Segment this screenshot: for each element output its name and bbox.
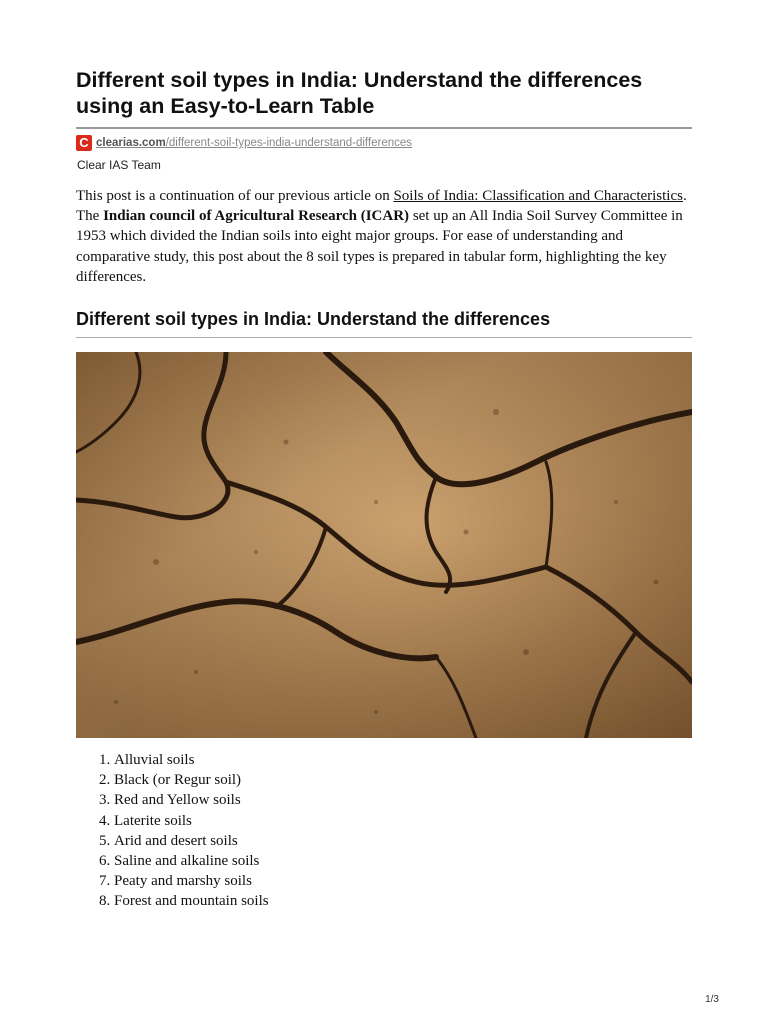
- page-number: 1/3: [705, 994, 719, 1005]
- source-host: clearias.com: [96, 137, 166, 149]
- source-path: /different-soil-types-india-understand-differences: [165, 137, 413, 149]
- source-row: [76, 134, 692, 152]
- cracked-soil-photo: [76, 352, 692, 738]
- article-page: [76, 0, 692, 912]
- source-link[interactable]: [96, 137, 412, 149]
- icar-bold: Indian council of Agricultural Research (ICAR): [103, 208, 410, 225]
- author: Clear IAS Team: [77, 158, 161, 172]
- intro-text-3: set up an All India Soil Survey Committee in 1953 which divided the Indian soils into eight major groups. For ease of understanding and comparative study, this post about the 8 soil types is prepared in tabular form, highlighting the key differences.: [76, 208, 683, 285]
- title-divider: [76, 127, 692, 129]
- intro-text-2: . The: [76, 188, 687, 225]
- list-item: 4. Laterite soils: [114, 811, 692, 831]
- clearias-logo-icon: C: [76, 135, 92, 151]
- section-divider: [76, 337, 692, 338]
- intro-text-1: This post is a continuation of our previous article on: [76, 188, 394, 204]
- intro-paragraph: [76, 186, 692, 287]
- soils-article-link[interactable]: Soils of India: Classification and Characteristics: [393, 188, 683, 204]
- soil-types-list: [76, 750, 692, 912]
- list-item: 1. Alluvial soils: [114, 750, 692, 770]
- list-item: 2. Black (or Regur soil): [114, 770, 692, 790]
- list-item: 3. Red and Yellow soils: [114, 790, 692, 810]
- list-item: 7. Peaty and marshy soils: [114, 871, 692, 891]
- list-item: 5. Arid and desert soils: [114, 831, 692, 851]
- section-heading: Different soil types in India: Understand the differences: [76, 309, 551, 330]
- list-item: 8. Forest and mountain soils: [114, 891, 692, 911]
- article-title: Different soil types in India: Understand the differences using an Easy-to-Learn Table: [76, 68, 643, 118]
- list-item: 6. Saline and alkaline soils: [114, 851, 692, 871]
